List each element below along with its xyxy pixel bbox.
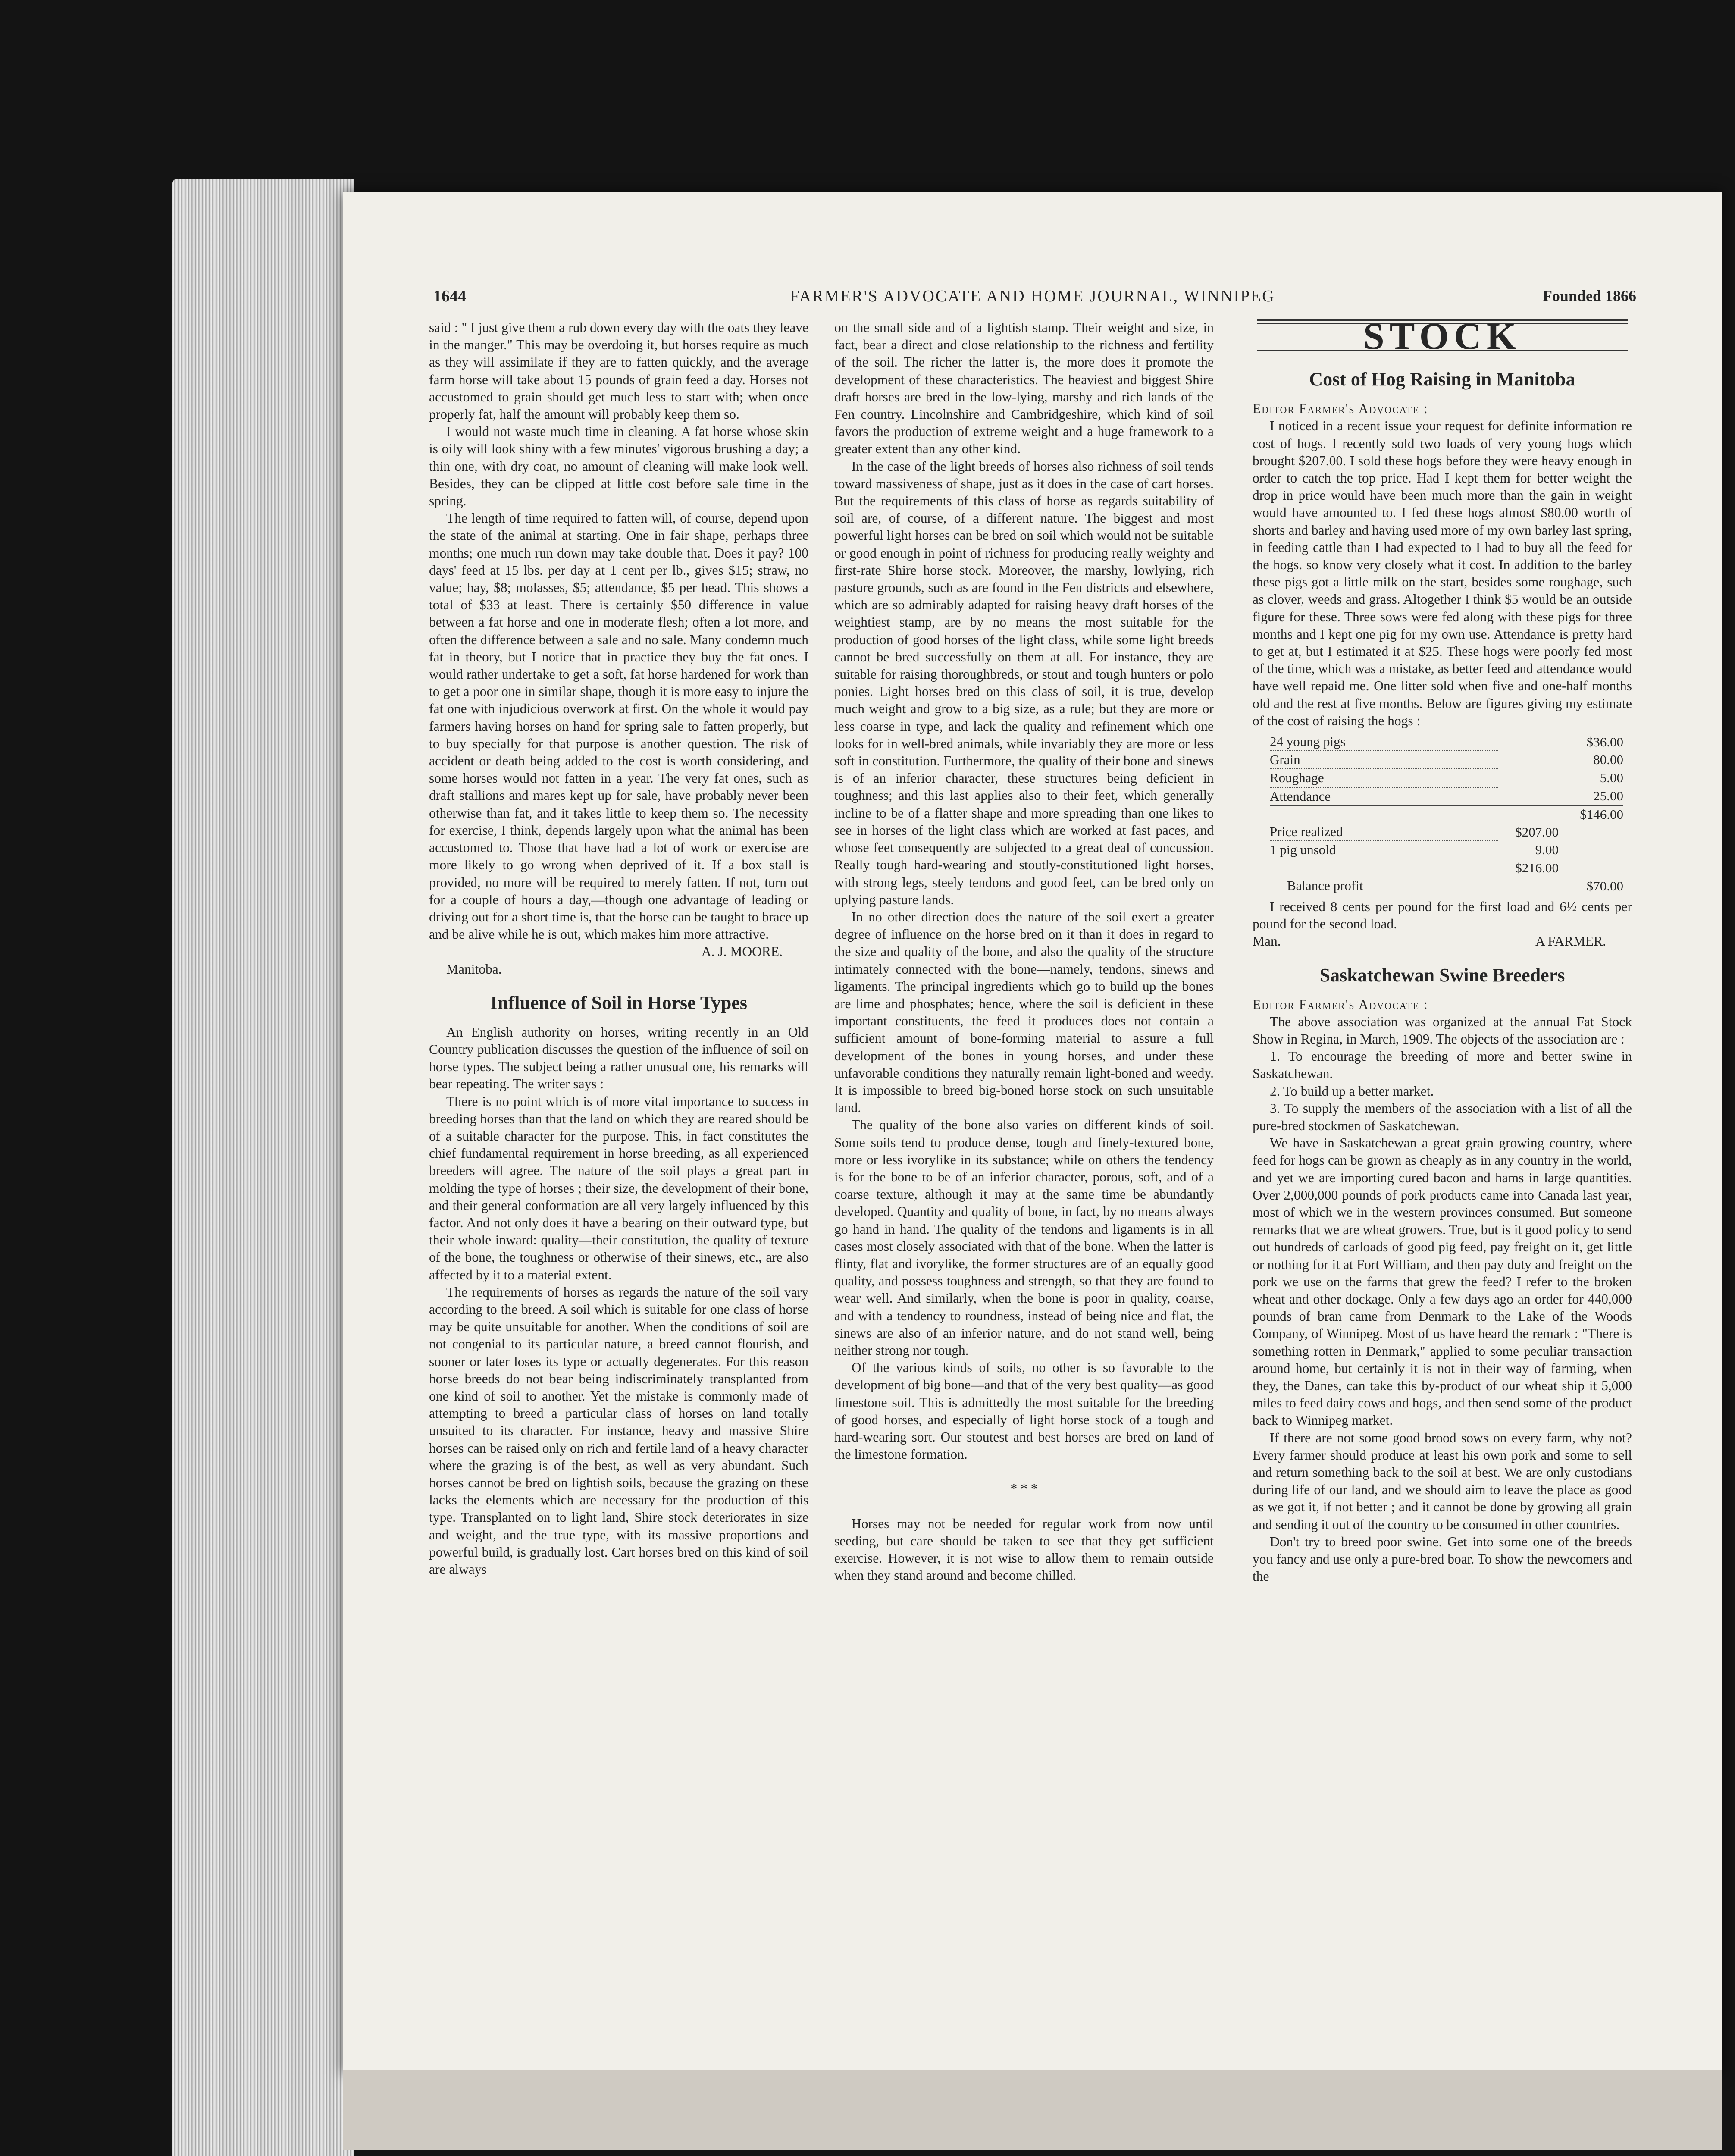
paragraph: Horses may not be needed for regular work from now until seeding, but care should be taken to see that they get sufficient exercise. However, it is not wise to allow them to remain outside when they stand around and become chilled. [834,1516,1214,1583]
paragraph: The above association was organized at the annual Fat Stock Show in Regina, in March, 1909. The objects of the association are : [1253,1014,1632,1047]
paragraph: We have in Saskatchewan a great grain growing country, where feed for hogs can be grown as cheaply as in any country in the world, and yet we are importing cured bacon and hams in large quantities. Over 2,000,000 pounds of pork products came into Canada last year, most of which we in the western provinces consumed. But someone remarks that we are wheat growers. True, but is it good policy to send out hundreds of carloads of good pig feed, pay freight on it, get little or nothing for it at Fort William, and then pay duty and freight on the pork we use on the farms that grew the feed? I refer to the broken wheat and other dockage. Only a few days ago an order for 440,000 pounds of bran came from Denmark to the Lake of the Woods Company, of Winnipeg. Most of us have heard the remark : "There is something rotten in Denmark," applied to some peculiar transaction around home, but certainly it is not in their way of farming, when they, the Danes, can take this by-product of our wheat ship it 5,000 miles to feed dairy cows and hogs, and then send some of the product back to Winnipeg market. [1253,1135,1632,1428]
ledger-amount: 9.00 [1535,842,1559,857]
stock-section-header [1253,319,1632,357]
journal-title: FARMER'S ADVOCATE AND HOME JOURNAL, WINNIPEG [790,287,1275,305]
article-heading: Saskatchewan Swine Breeders [1319,964,1565,986]
signature: A FARMER. [1535,934,1606,949]
ledger-row [1270,787,1623,805]
place-line: Man. [1253,934,1281,949]
ledger-label: 1 pig unsold [1270,841,1498,859]
ledger-row [1270,769,1623,787]
ledger-total: $216.00 [1498,859,1559,877]
ledger-total: $146.00 [1559,805,1623,823]
cost-ledger [1270,733,1623,895]
ledger-total-row [1270,805,1623,823]
book-page-edges [172,179,354,2156]
list-item: 2. To build up a better market. [1270,1083,1434,1099]
paragraph: There is no point which is of more vital importance to success in breeding horses than that the land on which they are reared should be of a suitable character for the purpose. This, in fact constitutes the chief fundamental requirement in horse breeding, as all experienced breeders will agree. The nature of the soil plays a great part in molding the type of horses ; their size, the development of their bone, and their general conformation are all very largely influenced by this factor. And not only does it have a bearing on their outward type, but their whole inward: quality—their constitution, the quality of texture of the bone, the toughness or otherwise of their sinews, etc., are also affected by it to a material extent. [429,1094,808,1282]
list-item: 1. To encourage the breeding of more and better swine in Saskatchewan. [1253,1049,1632,1081]
page-number: 1644 [433,287,466,305]
signature: A. J. MOORE. [701,944,783,959]
column-2 [834,319,1214,2048]
ledger-label: Price realized [1270,823,1498,841]
ledger-row [1270,733,1623,751]
section-separator: * * * [1010,1481,1038,1497]
ledger-amount: $207.00 [1515,824,1559,840]
column-3 [1253,319,1632,2048]
ledger-amount: $36.00 [1586,734,1623,749]
editor-salutation: Editor Farmer's Advocate : [1253,997,1428,1012]
paragraph: In the case of the light breeds of horses also richness of soil tends toward massiveness of shape, just as it does in the case of cart horses. But the requirements of this class of horse as regards suitability of soil are, of course, of a different nature. The biggest and most powerful light horses can be bred on soil which would not be suitable or good enough in point of richness for producing really weighty and first-rate Shire horse stock. Moreover, the marshy, lowlying, rich pasture grounds, such as are found in the Fen districts and elsewhere, which are so admirably adapted for raising heavy draft horses of the weightiest stamp, are by no means the most suitable for the production of good horses of the light class, while some light breeds cannot be bred successfully on them at all. For instance, they are suitable for raising thoroughbreds, or stout and tough hunters or polo ponies. Light horses bred on this class of soil, it is true, develop much weight and grow to a big size, as a rule; but they are more or less coarse in type, and lack the quality and refinement which one looks for in well-bred animals, while invariably they are more or less soft in constitution. Furthermore, the quality of their bone and sinews is of an inferior character, these structures being deficient in toughness; and this last applies also to their feet, which generally incline to be of a flatter shape and more spreading than one likes to see in horses of the light class which are worked at fast paces, and whose feet consequently are subjected to a great deal of concussion. Really tough hard-wearing and stoutly-constitutioned light horses, with strong legs, steely tendons and good feet, can be bred only on uplying pasture lands. [834,458,1214,907]
ledger-label: Balance profit [1287,878,1363,893]
paragraph: I would not waste much time in cleaning. A fat horse whose skin is oily will look shiny with a few minutes' vigorous brushing a day; a thin one, with dry coat, no amount of cleaning will make look well. Besides, they can be clipped at little cost before sale time in the spring. [429,424,808,509]
paragraph: Of the various kinds of soils, no other is so favorable to the development of big bone—and that of the very best quality—as good limestone soil. This is admittedly the most suitable for the breeding of good horses, and especially of light horse stock of a tough and hard-wearing sort. Our stoutest and best horses are bred on land of the limestone formation. [834,1360,1214,1462]
ledger-amount: 5.00 [1600,770,1623,786]
ledger-row [1270,841,1623,859]
paragraph: I noticed in a recent issue your request for definite information re cost of hogs. I recently sold two loads of very young hogs which brought $207.00. I sold these hogs before they were heavy enough in order to catch the top price. Had I kept them for better weight the drop in price would have been much more than the gain in weight would have amounted to. I fed these hogs almost $80.00 worth of shorts and barley and having used more of my own barley last spring, in feeding cattle than I had expected to I had to buy all the feed for the hogs. so know very closely what it cost. In addition to the barley these pigs got a little milk on the start, besides some roughage, such as clover, weeds and grass. Altogether I think $5 would be an outside figure for these. Three sows were fed along with these pigs for three months and I kept one pig for my own use. Attendance is pretty hard to get at, but I estimated it at $25. These hogs were poorly fed most of the time, which was a mistake, as better feed and attendance would have well repaid me. One litter sold when five and one-half months old and the rest at five months. Below are figures giving my estimate of the cost of raising the hogs : [1253,418,1632,728]
page-bottom-edge [343,2070,1722,2150]
paragraph: said : " I just give them a rub down every day with the oats they leave in the manger." This may be overdoing it, but horses require as much as they will assimilate if they are to fatten quickly, and the average farm horse will take about 15 pounds of grain feed a day. Horses not accustomed to grain should get much less to start with; when once properly fat, half the amount will probably keep them so. [429,320,808,422]
column-1 [429,319,808,2048]
ledger-amount: 25.00 [1593,788,1623,804]
signature-line [1253,933,1632,950]
newspaper-page [343,192,1722,2074]
paragraph: If there are not some good brood sows on every farm, why not? Every farmer should produce at least his own pork and some to sell and return something back to the soil at best. We are only custodians during life of our land, and we should aim to leave the place as good as we got it, if not better ; and it cannot be done by growing all grain and sending it out of the country to be consumed in other countries. [1253,1430,1632,1532]
ledger-row [1270,823,1623,841]
list-item: 3. To supply the members of the association with a list of all the pure-bred stockmen of Saskatchewan. [1253,1100,1632,1133]
paragraph: An English authority on horses, writing recently in an Old Country publication discusses the question of the influence of soil on horse types. The subject being a rather unusual one, his remarks will bear repeating. The writer says : [429,1024,808,1092]
ledger-balance-row [1270,877,1623,895]
article-heading: Influence of Soil in Horse Types [490,992,748,1013]
section-title: STOCK [1363,319,1522,357]
article-heading: Cost of Hog Raising in Manitoba [1309,369,1575,390]
ledger-total-row [1270,859,1623,877]
founded-note: Founded 1866 [1542,287,1636,304]
running-head [343,287,1722,313]
ledger-amount: $70.00 [1559,877,1623,895]
ledger-label: Grain [1270,751,1498,769]
ledger-row [1270,751,1623,769]
paragraph: In no other direction does the nature of the soil exert a greater degree of influence on the horse bred on it than it does in regard to the size and quality of the bone, and also the quality of the structure intimately connected with the bone—namely, tendons, sinews and ligaments. The principal ingredients which go to build up the bones are lime and phosphates; hence, where the soil is deficient in these important constituents, the feed it produces does not contain a sufficient amount of bone-forming material to assure a full development of the bones in young horses, and under these unfavorable conditions they naturally remain light-boned and weedy. It is impossible to breed big-boned horse stock on such unsuitable land. [834,909,1214,1116]
ledger-label: Roughage [1270,769,1498,787]
editor-salutation: Editor Farmer's Advocate : [1253,401,1428,417]
paragraph: The requirements of horses as regards the nature of the soil vary according to the breed. A soil which is suitable for one class of horse may be quite unsuitable for another. When the conditions of soil are not congenial to its particular nature, a breed cannot flourish, and sooner or later loses its type or actually degenerates. For this reason horse breeds do not bear being indiscriminately transplanted from one kind of soil to another. Yet the mistake is commonly made of attempting to breed a particular class of horses on land totally unsuited to its character. For instance, heavy and massive Shire horses can be raised only on rich and fertile land of a heavy character where the grazing is of the best, as well as very abundant. Such horses cannot be bred on lightish soils, because the grazing on these lacks the elements which are necessary for the production of this type. Transplanted on to light land, Shire stock deteriorates in size and weight, and the true type, with its massive proportions and powerful build, is gradually lost. Cart horses bred on this kind of soil are always [429,1284,808,1577]
paragraph: on the small side and of a lightish stamp. Their weight and size, in fact, bear a direct and close relationship to the richness and fertility of the soil. The richer the latter is, the more does it promote the development of these characteristics. The heaviest and biggest Shire draft horses are bred in the low-lying, marshy and rich lands of the Fen country. Lincolnshire and Cambridgeshire, which kind of soil favors the production of extreme weight and a huge framework to a greater extent than any other kind. [834,320,1214,457]
ledger-label: 24 young pigs [1270,733,1498,751]
ledger-amount: 80.00 [1593,752,1623,768]
paragraph: I received 8 cents per pound for the first load and 6½ cents per pound for the second load. [1253,899,1632,932]
paragraph: Don't try to breed poor swine. Get into some one of the breeds you fancy and use only a pure-bred boar. To show the newcomers and the [1253,1534,1632,1584]
paragraph: The length of time required to fatten will, of course, depend upon the state of the animal at starting. One in fair shape, perhaps three months; one much run down may take double that. Does it pay? 100 days' feed at 15 lbs. per day at 1 cent per lb., gives $15; straw, no value; hay, $8; molasses, $5; attendance, $5 per head. This shows a total of $33 at least. There is certainly $50 difference in value between a fat horse and one in moderate flesh; often a lot more, and often the difference between a sale and no sale. Many condemn much fat in theory, but I notice that in practice they buy the fat ones. I would rather undertake to get a soft, fat horse hardened for work than to get a poor one in similar shape, though it is more easy to injure the fat one with injudicious overwork at first. On the whole it would pay farmers having horses on hand for spring sale to fatten properly, but to buy specially for that purpose is another question. The risk of accident or death being added to the cost is worth considering, and some horses would not fatten in a year. The very fat ones, such as draft stallions and mares kept up for sale, have probably never been otherwise than fat, and it takes little to keep them so. The necessity for exercise, I think, depends largely upon what the animal has been accustomed to. Those that have had a lot of work or exercise are more likely to go wrong when deprived of it. If a box stall is provided, no more will be required to merely fatten. If not, turn out for a couple of hours a day,—though one advantage of leading or driving out for a short time is, that the horse can be taught to brace up and be alive while he is out, which makes him more attractive. [429,511,808,942]
place-line: Manitoba. [446,961,502,977]
paragraph: The quality of the bone also varies on different kinds of soil. Some soils tend to produce dense, tough and finely-textured bone, more or less ivorylike in its substance; while on others the tendency is for the bone to be of an inferior character, porous, soft, and of a coarse texture, although it may at the same time be abundantly developed. Quantity and quality of bone, in fact, by no means always go hand in hand. The quality of the tendons and ligaments is in all cases most closely associated with that of the bone. When the latter is flinty, flat and ivorylike, the former structures are of an equally good quality, and possess toughness and strength, so that they are found to wear well. And similarly, when the bone is poor in quality, coarse, and with a tendency to roundness, instead of being nice and flat, the sinews are also of an inferior nature, and do not stand well, being neither strong nor tough. [834,1117,1214,1358]
ledger-label: Attendance [1270,787,1498,805]
